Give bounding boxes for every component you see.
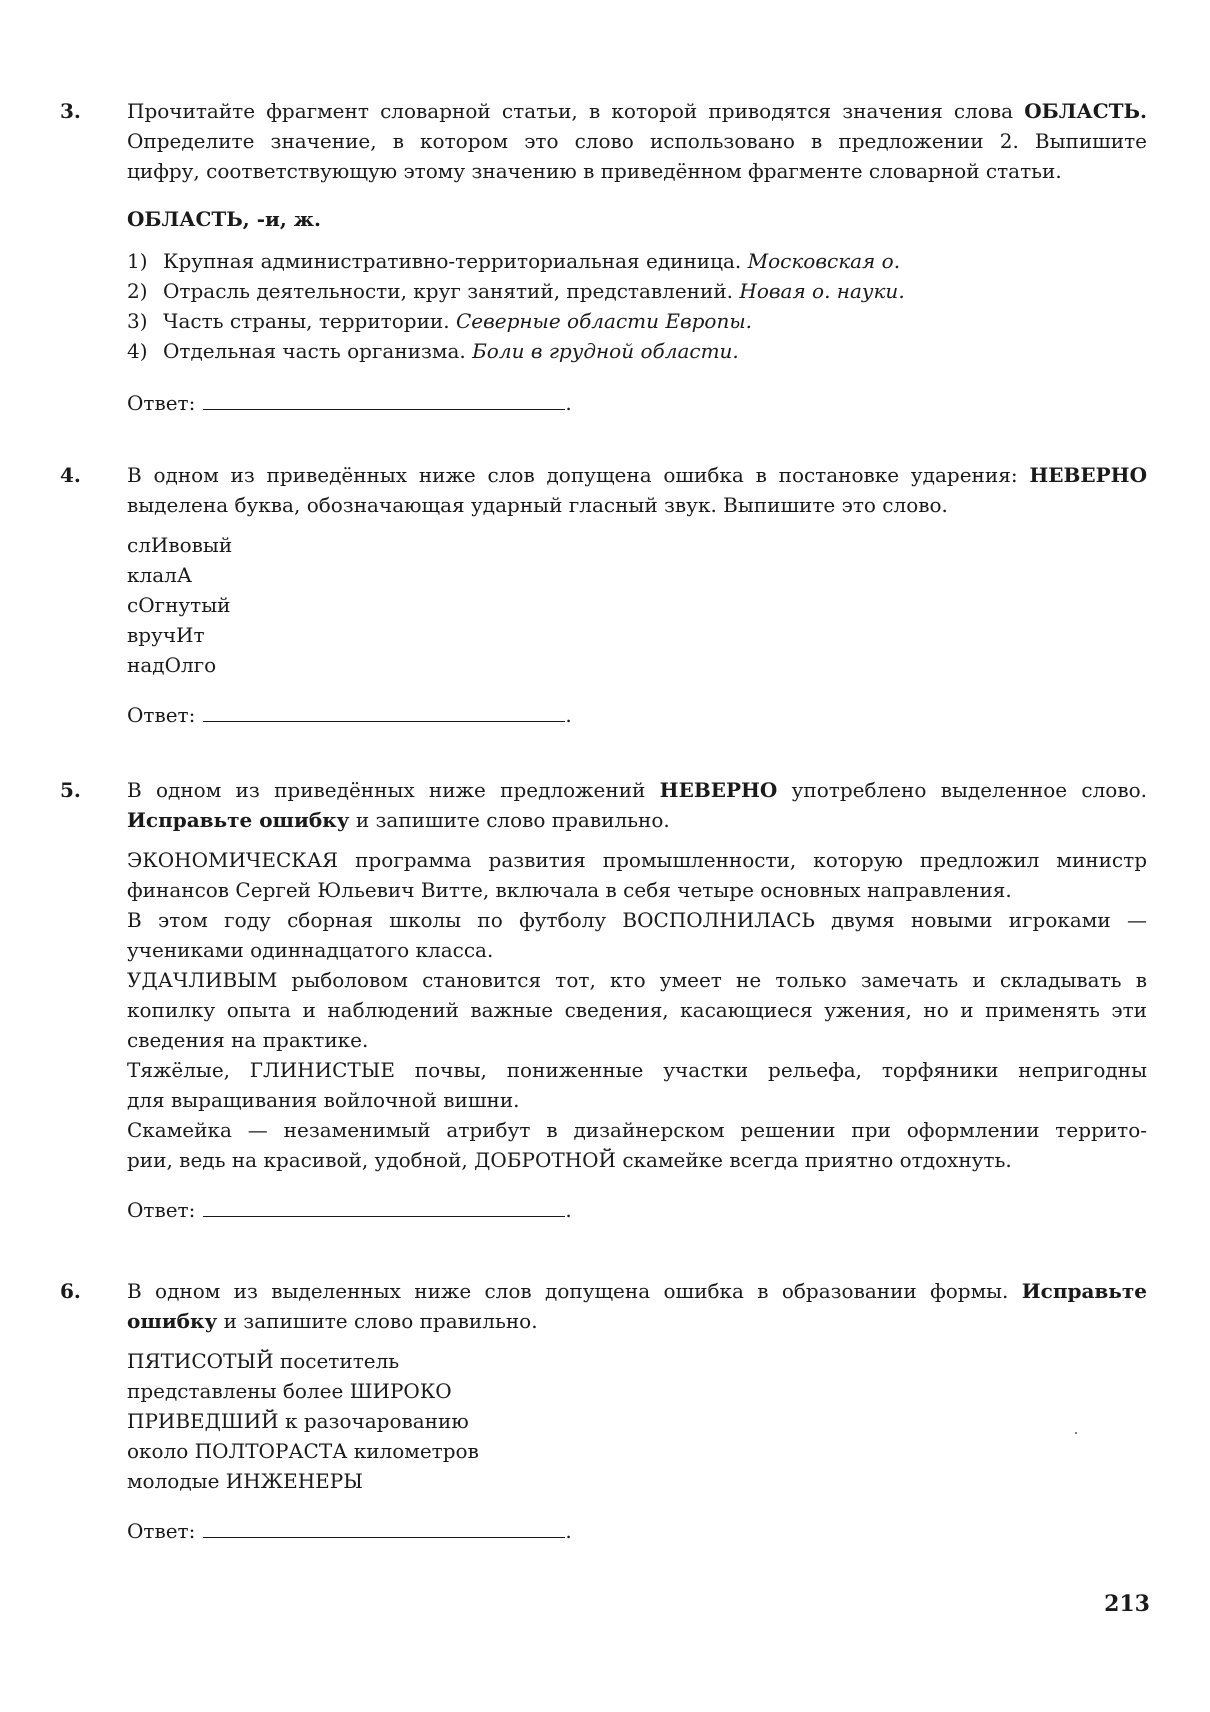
word-item: надОлго [127,653,217,677]
task-number: 5. [60,778,81,802]
answer-field[interactable] [203,1196,565,1217]
sentence-line: финансов Сергей Юльевич Витте, включала в себя четыре основных направления. [127,878,1012,902]
sentence-line: для выращивания войлочной вишни. [127,1088,520,1112]
answer-row: Ответ: . [127,703,572,727]
scan-speck [1075,1432,1077,1434]
sentence-line: сведения на практике. [127,1028,369,1052]
sentence-line: Скамейка — незаменимый атрибут в дизайнерском решении при оформлении террито- [127,1118,1147,1142]
answer-label: Ответ: [127,391,196,415]
task-text [127,96,1147,186]
meaning-item: 2) Отрасль деятельности, круг занятий, представлений. Новая о. науки. [127,279,905,303]
headword: ОБЛАСТЬ, -и, ж. [127,207,321,231]
word-item: сОгнутый [127,593,231,617]
task-number: 6. [60,1279,81,1303]
task-text [127,460,1147,520]
task-line: Определите значение, в котором это слово использовано в предложении 2. Выпишите [127,129,1147,153]
sentence-line: рии, ведь на красивой, удобной, ДОБРОТНОЙ скамейке всегда приятно отдохнуть. [127,1148,1012,1172]
task-line: Прочитайте фрагмент словарной статьи, в которой приводятся значения слова ОБЛАСТЬ. [127,99,1147,123]
answer-row: Ответ: . [127,391,572,415]
answer-row: Ответ: . [127,1198,572,1222]
meaning-item: 3) Часть страны, территории. Северные области Европы. [127,309,752,333]
answer-field[interactable] [203,1517,565,1538]
answer-field[interactable] [203,701,565,722]
sentence-line: УДАЧЛИВЫМ рыболовом становится тот, кто умеет не только замечать и складывать в [127,968,1147,992]
phrase-item: ПРИВЕДШИЙ к разочарованию [127,1409,469,1433]
task-number: 3. [60,99,81,123]
meanings-list [127,246,1147,366]
meaning-item: 4) Отдельная часть организма. Боли в грудной области. [127,339,739,363]
word-item: слИвовый [127,533,233,557]
dictionary-entry [127,204,1147,234]
words-list [127,530,1147,680]
answer-label: Ответ: [127,1519,196,1543]
task-text [127,1276,1147,1336]
task-number: 4. [60,463,81,487]
phrases-list [127,1346,1147,1496]
phrase-item: молодые ИНЖЕНЕРЫ [127,1469,363,1493]
sentence-line: ЭКОНОМИЧЕСКАЯ программа развития промышленности, которую предложил министр [127,848,1147,872]
answer-label: Ответ: [127,1198,196,1222]
page-number: 213 [1104,1591,1150,1617]
task-line: Исправьте ошибку и запишите слово правильно. [127,808,670,832]
phrase-item: ПЯТИСОТЫЙ посетитель [127,1349,400,1373]
task-line: В одном из выделенных ниже слов допущена ошибка в образовании формы. Исправьте [127,1279,1147,1303]
sentence-line: копилку опыта и наблюдений важные сведения, касающиеся ужения, но и применять эти [127,998,1147,1022]
word-item: клалА [127,563,192,587]
task-line: ошибку и запишите слово правильно. [127,1309,538,1333]
task-line: выделена буква, обозначающая ударный гласный звук. Выпишите это слово. [127,493,948,517]
answer-row: Ответ: . [127,1519,572,1543]
phrase-item: около ПОЛТОРАСТА километров [127,1439,479,1463]
task-line: цифру, соответствующую этому значению в приведённом фрагменте словарной статьи. [127,159,1062,183]
sentence-line: В этом году сборная школы по футболу ВОСПОЛНИЛАСЬ двумя новыми игроками — [127,908,1147,932]
answer-field[interactable] [203,389,565,410]
answer-label: Ответ: [127,703,196,727]
sentences-list [127,845,1147,1175]
sentence-line: учениками одиннадцатого класса. [127,938,494,962]
meaning-item: 1) Крупная административно-территориальная единица. Московская о. [127,249,901,273]
word-item: вручИт [127,623,205,647]
phrase-item: представлены более ШИРОКО [127,1379,452,1403]
task-line: В одном из приведённых ниже предложений НЕВЕРНО употреблено выделенное слово. [127,778,1147,802]
task-text [127,775,1147,835]
task-line: В одном из приведённых ниже слов допущена ошибка в постановке ударения: НЕВЕРНО [127,463,1147,487]
sentence-line: Тяжёлые, ГЛИНИСТЫЕ почвы, пониженные участки рельефа, торфяники непригодны [127,1058,1147,1082]
